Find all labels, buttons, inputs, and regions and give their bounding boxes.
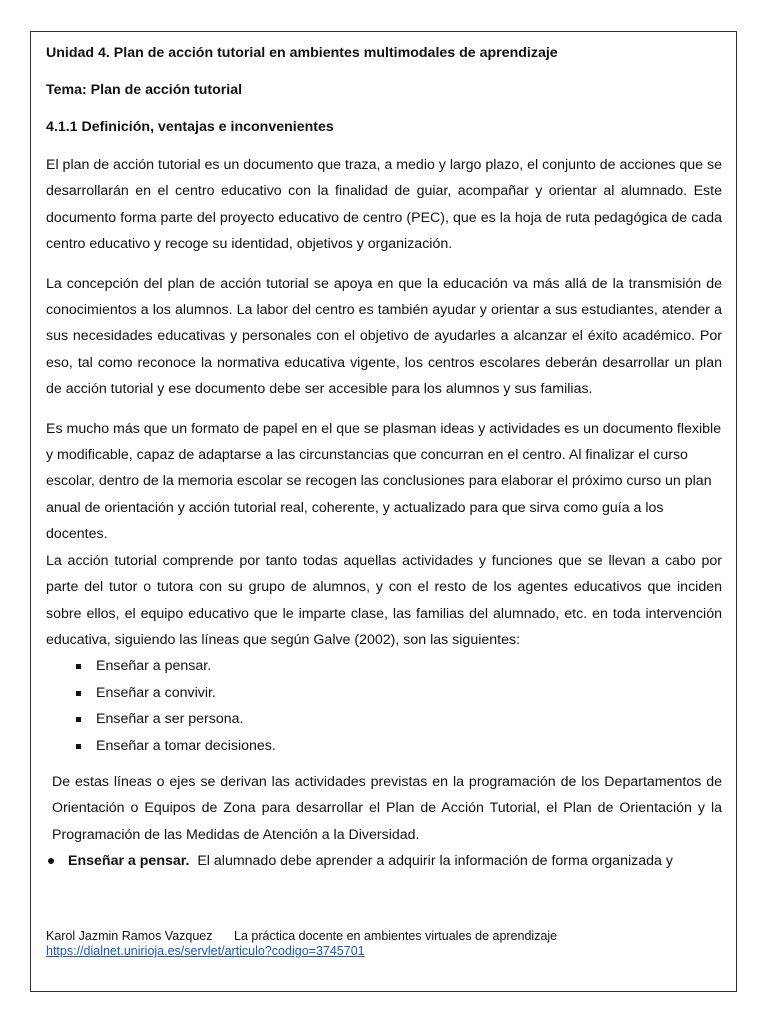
bullet-text: El alumnado debe aprender a adquirir la información de forma organizada y <box>197 853 673 870</box>
bullet-teach-thinking <box>46 848 722 874</box>
paragraph-conception: La concepción del plan de acción tutorial se apoya en que la educación va más allá de la transmisión de conocimientos a los alumnos. La labor del centro es también ayudar y orientar a sus estudiantes, atender a sus necesidades educativas y personales con el objetivo de ayudarles a alcanzar el éxito académico. Por eso, tal como reconoce la normativa educativa vigente, los centros escolares deberán desarrollar un plan de acción tutorial y ese documento debe ser accesible para los alumnos y sus familias. <box>46 275 722 398</box>
paragraph-tutorial-action: La acción tutorial comprende por tanto todas aquellas actividades y funciones que se llevan a cabo por parte del tutor o tutora con su grupo de alumnos, y con el resto de los agentes educativos que inciden sobre ellos, el equipo educativo que le imparte clase, las familias del alumnado, etc. en toda intervención educativa, siguiendo las líneas que según Galve (2002), son las siguientes: <box>46 552 722 648</box>
square-bullet-icon <box>76 744 81 749</box>
list-item-text: Enseñar a pensar. <box>96 658 212 675</box>
list-item <box>76 733 722 759</box>
galve-lines-list <box>46 653 722 759</box>
square-bullet-icon <box>76 664 81 669</box>
paragraph-definition: El plan de acción tutorial es un documento que traza, a medio y largo plazo, el conjunto de acciones que se desarrollarán en el centro educativo con la finalidad de guiar, acompañar y orientar al alumnado. Este documento forma parte del proyecto educativo de centro (PEC), que es la hoja de ruta pedagógica de cada centro educativo y recoge su identidad, objetivos y organización. <box>46 157 722 253</box>
paragraph-format: Es mucho más que un formato de papel en el que se plasman ideas y actividades es un documento flexible y modificable, capaz de adaptarse a las circunstancias que concurran en el centro. Al finalizar el curso escolar, dentro de la memoria escolar se recogen las conclusiones para elaborar el próximo curso un plan anual de orientación y acción tutorial real, coherente, y actualizado para que sirva como guía a los docentes. <box>46 420 722 543</box>
unit-title: Unidad 4. Plan de acción tutorial en ambientes multimodales de aprendizaje <box>46 45 558 61</box>
topic-title: Tema: Plan de acción tutorial <box>46 82 243 98</box>
square-bullet-icon <box>76 691 81 696</box>
section-title: 4.1.1 Definición, ventajas e inconvenientes <box>46 119 334 135</box>
list-item-text: Enseñar a ser persona. <box>96 711 244 728</box>
list-item <box>76 680 722 706</box>
document-body <box>46 44 722 875</box>
bullet-bold-label: Enseñar a pensar. <box>68 853 190 870</box>
list-item <box>76 653 722 679</box>
list-item-text: Enseñar a convivir. <box>96 684 216 701</box>
footer-source-link[interactable]: https://dialnet.unirioja.es/servlet/articulo?codigo=3745701 <box>46 944 365 958</box>
footer-citation <box>46 929 726 959</box>
footer-source-title: La práctica docente en ambientes virtuales de aprendizaje <box>234 929 558 943</box>
paragraph-derived-activities: De estas líneas o ejes se derivan las actividades previstas en la programación de los Departamentos de Orientación o Equipos de Zona para desarrollar el Plan de Acción Tutorial, el Plan de Orientación y la Programación de las Medidas de Atención a la Diversidad. <box>52 773 722 843</box>
round-bullet-icon <box>48 858 54 864</box>
square-bullet-icon <box>76 717 81 722</box>
list-item-text: Enseñar a tomar decisiones. <box>96 737 276 754</box>
list-item <box>76 706 722 732</box>
footer-author: Karol Jazmin Ramos Vazquez <box>46 929 213 943</box>
